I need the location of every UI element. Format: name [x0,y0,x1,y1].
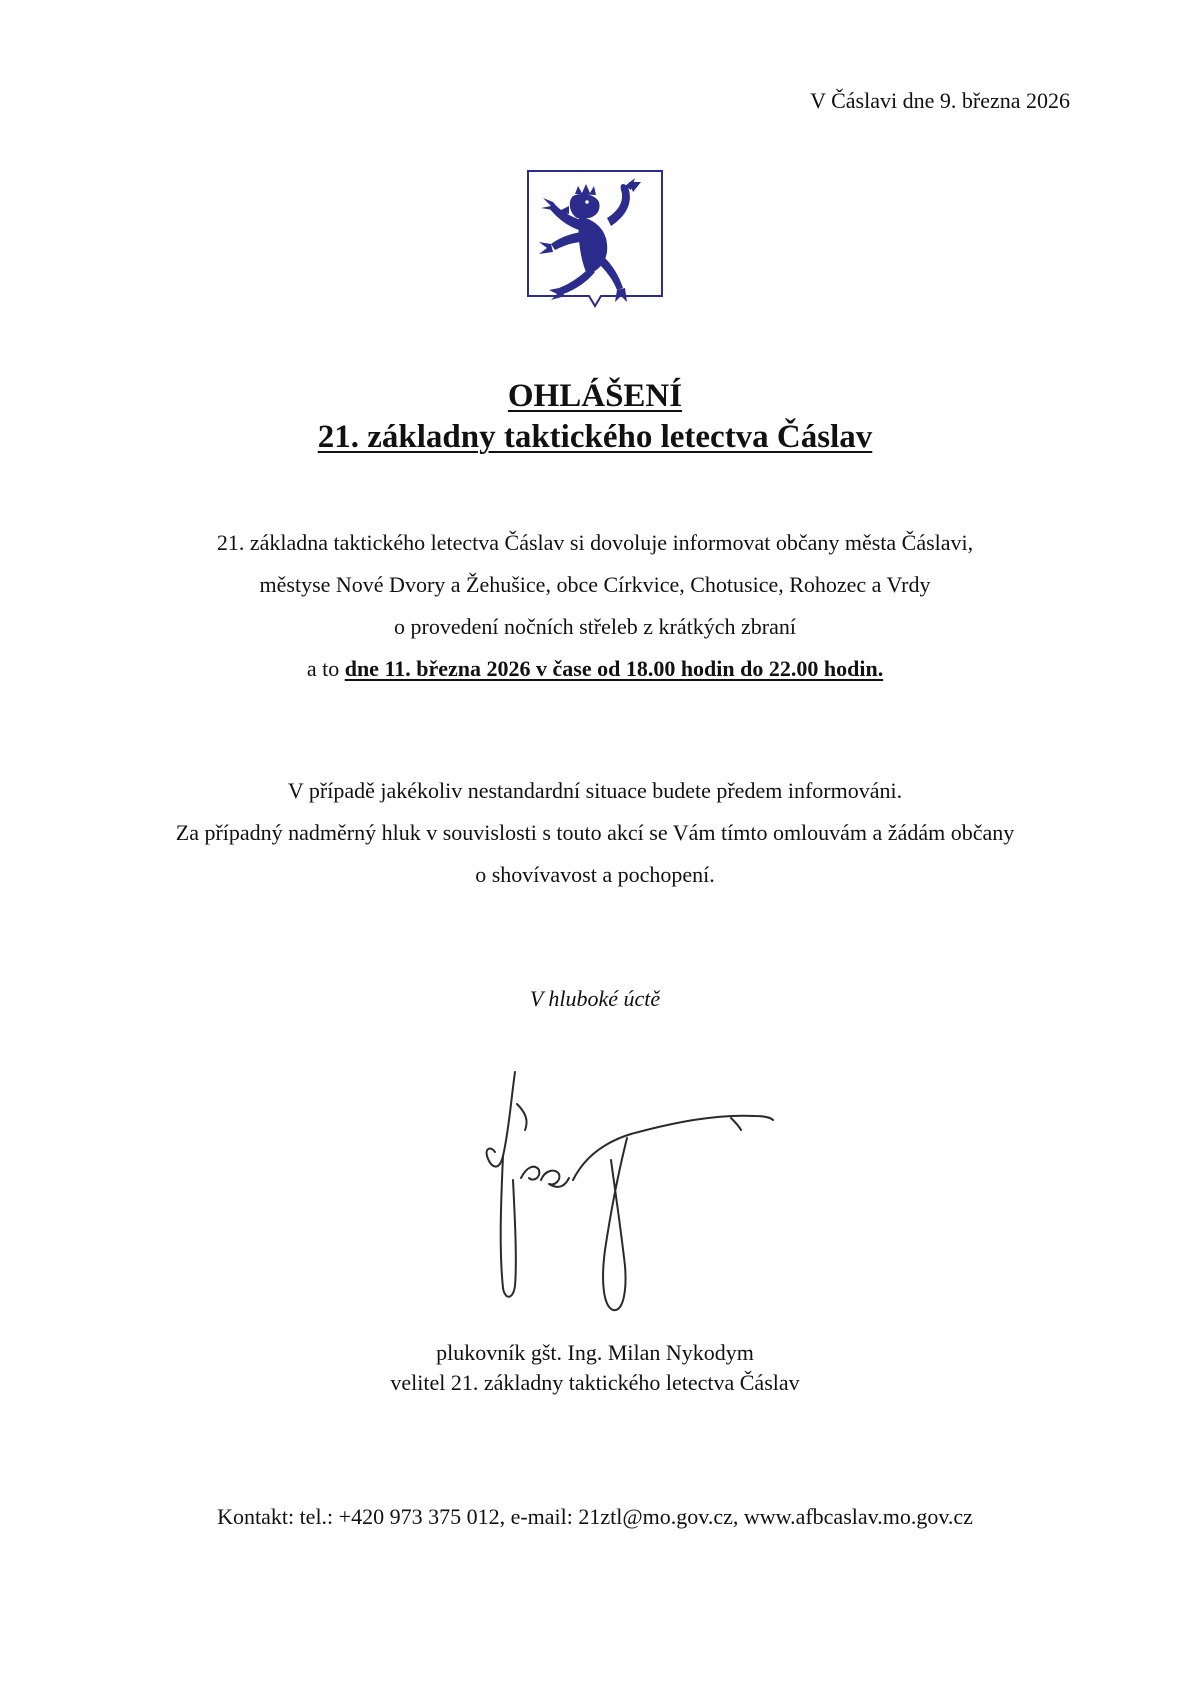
announcement-title: OHLÁŠENÍ [507,378,683,414]
handwritten-signature-icon [455,1060,805,1330]
date-line: V Čáslavi dne 9. března 2026 [810,88,1070,113]
notice-line-1: V případě jakékoliv nestandardní situace budete předem informováni. [287,778,903,803]
announcement-subtitle: 21. základny taktického letectva Čáslav [317,419,873,455]
closing-salutation: V hluboké úctě [529,986,661,1011]
event-date-time: dne 11. března 2026 v čase od 18.00 hodin do 22.00 hodin. [344,656,884,681]
signatory-name: plukovník gšt. Ing. Milan Nykodym [436,1340,754,1365]
notice-line-3: o shovívavost a pochopení. [475,862,715,887]
announcement-line-4 [0,656,1190,682]
signatory-position: velitel 21. základny taktického letectva Čáslav [390,1370,800,1395]
announcement-line-1: 21. základna taktického letectva Čáslav si dovoluje informovat občany města Čáslavi, [216,530,974,555]
announcement-line-3: o provedení nočních střeleb z krátkých zbraní [394,614,796,639]
notice-line-2: Za případný nadměrný hluk v souvislosti s touto akcí se Vám tímto omlouvám a žádám občany [175,820,1015,845]
contact-line: Kontakt: tel.: +420 973 375 012, e-mail: 21ztl@mo.gov.cz, www.afbcaslav.mo.gov.cz [217,1504,973,1529]
announcement-line-2: městyse Nové Dvory a Žehušice, obce Církvice, Chotusice, Rohozec a Vrdy [259,572,931,597]
heraldic-lion-shield-icon [525,168,665,318]
announcement-line-4-prefix: a to [306,656,345,681]
